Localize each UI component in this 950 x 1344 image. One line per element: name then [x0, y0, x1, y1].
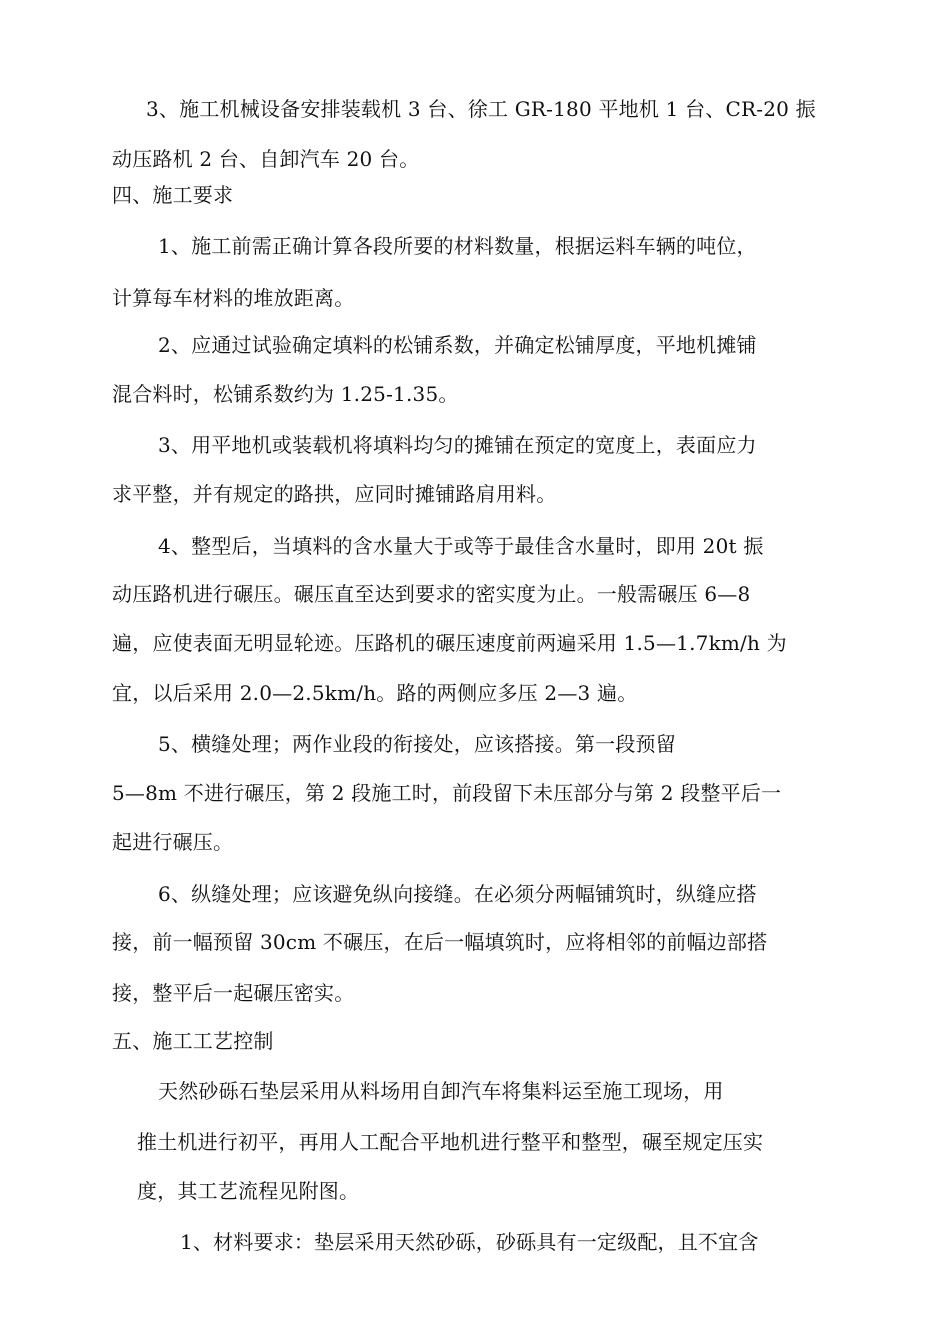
text-line: 起进行碾压。: [112, 830, 234, 854]
text-line: 3、施工机械设备安排装载机 3 台、徐工 GR-180 平地机 1 台、CR-20 振: [146, 97, 816, 121]
text-line: 5、横缝处理；两作业段的衔接处，应该搭接。第一段预留: [158, 732, 676, 756]
text-line: 3、用平地机或装载机将填料均匀的摊铺在预定的宽度上，表面应力: [158, 433, 757, 457]
text-line: 推土机进行初平，再用人工配合平地机进行整平和整型，碾至规定压实: [137, 1130, 764, 1154]
text-line: 6、纵缝处理；应该避免纵向接缝。在必须分两幅铺筑时，纵缝应搭: [158, 882, 757, 906]
text-line: 宜，以后采用 2.0—2.5km/h。路的两侧应多压 2—3 遍。: [112, 681, 638, 705]
text-line: 动压路机进行碾压。碾压直至达到要求的密实度为止。一般需碾压 6—8: [112, 582, 751, 606]
text-line: 动压路机 2 台、自卸汽车 20 台。: [112, 147, 420, 171]
text-line: 1、施工前需正确计算各段所要的材料数量，根据运料车辆的吨位，: [158, 234, 757, 258]
text-line: 求平整，并有规定的路拱，应同时摊铺路肩用料。: [112, 482, 557, 506]
text-line: 度，其工艺流程见附图。: [137, 1179, 360, 1203]
text-line: 1、材料要求：垫层采用天然砂砾，砂砾具有一定级配，且不宜含: [180, 1230, 759, 1254]
text-line: 混合料时，松铺系数约为 1.25-1.35。: [112, 382, 459, 406]
text-line: 4、整型后，当填料的含水量大于或等于最佳含水量时，即用 20t 振: [158, 534, 764, 558]
text-line: 计算每车材料的堆放距离。: [112, 286, 355, 310]
text-line: 接，整平后一起碾压密实。: [112, 981, 355, 1005]
section-heading: 四、施工要求: [112, 183, 234, 207]
text-line: 接，前一幅预留 30cm 不碾压，在后一幅填筑时，应将相邻的前幅边部搭: [112, 930, 768, 954]
text-line: 5—8m 不进行碾压，第 2 段施工时，前段留下未压部分与第 2 段整平后一: [112, 781, 782, 805]
text-line: 天然砂砾石垫层采用从料场用自卸汽车将集料运至施工现场，用: [158, 1079, 724, 1103]
text-line: 2、应通过试验确定填料的松铺系数，并确定松铺厚度，平地机摊铺: [158, 333, 757, 357]
section-heading: 五、施工工艺控制: [112, 1029, 274, 1053]
text-line: 遍，应使表面无明显轮迹。压路机的碾压速度前两遍采用 1.5—1.7km/h 为: [112, 631, 787, 655]
